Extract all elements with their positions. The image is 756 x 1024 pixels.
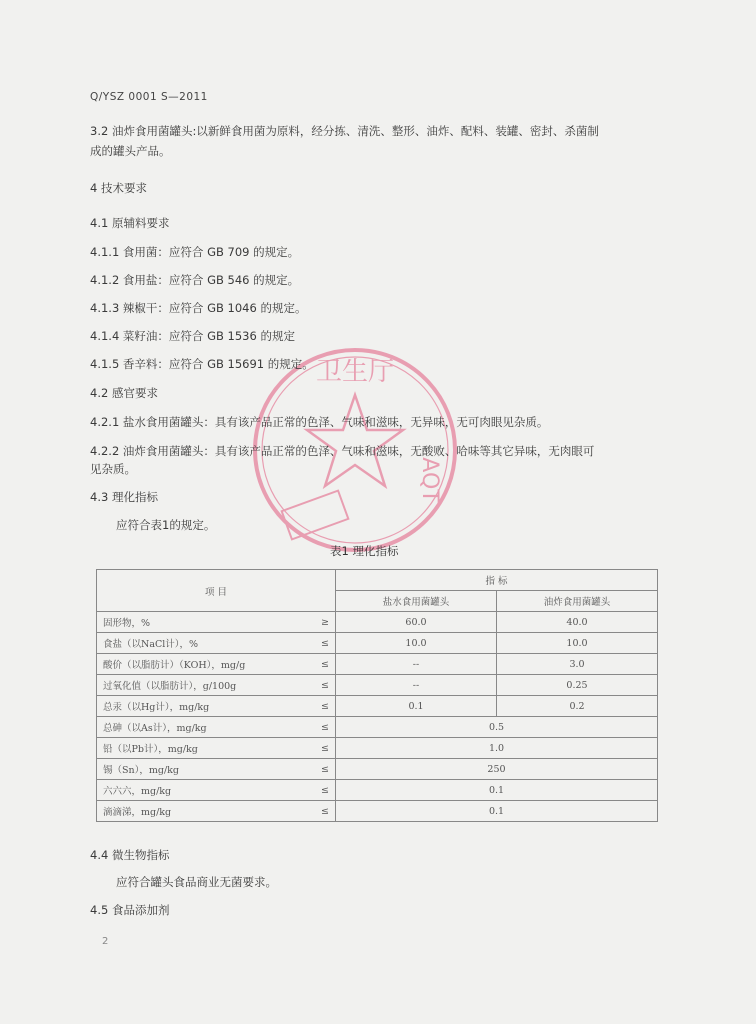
table-caption: 表1 理化指标 xyxy=(330,544,399,558)
seal-text-side: AQT xyxy=(417,457,442,503)
seal-star-icon xyxy=(307,395,403,486)
row-item: 食盐（以NaCl计），% xyxy=(97,633,310,654)
row-item: 固形物，% xyxy=(97,612,310,633)
row-item: 铅（以Pb计），mg/kg xyxy=(97,738,310,759)
clause-4-2-2-line1: 4.2.2 油炸食用菌罐头：具有该产品正常的色泽、气味和滋味，无酸败、哈味等其它异味，无肉眼可 xyxy=(90,444,595,458)
standard-code: Q/YSZ 0001 S—2011 xyxy=(90,91,208,103)
table-row xyxy=(97,696,658,717)
row-fried-value: 40.0 xyxy=(497,612,658,633)
section-4-4-heading: 4.4 微生物指标 xyxy=(90,848,170,862)
physicochemical-table xyxy=(96,569,658,822)
row-fried-value: 3.0 xyxy=(497,654,658,675)
row-relation: ≤ xyxy=(309,675,336,696)
row-relation: ≤ xyxy=(309,759,336,780)
section-4-1-heading: 4.1 原辅料要求 xyxy=(90,216,170,230)
row-relation: ≤ xyxy=(309,738,336,759)
clause-4-2-2-line2: 见杂质。 xyxy=(90,462,136,476)
table-row xyxy=(97,717,658,738)
table-row xyxy=(97,675,658,696)
row-brine-value: 60.0 xyxy=(336,612,497,633)
table-row xyxy=(97,801,658,822)
table-row xyxy=(97,780,658,801)
row-shared-value: 0.1 xyxy=(336,801,658,822)
row-relation: ≤ xyxy=(309,780,336,801)
section-4-3-heading: 4.3 理化指标 xyxy=(90,490,158,504)
row-item: 滴滴涕，mg/kg xyxy=(97,801,310,822)
row-fried-value: 0.25 xyxy=(497,675,658,696)
row-brine-value: 0.1 xyxy=(336,696,497,717)
table-row xyxy=(97,633,658,654)
row-item: 总砷（以As计），mg/kg xyxy=(97,717,310,738)
row-fried-value: 0.2 xyxy=(497,696,658,717)
table-row xyxy=(97,612,658,633)
clause-3-2-line1: 3.2 油炸食用菌罐头:以新鲜食用菌为原料，经分拣、清洗、整形、油炸、配料、装罐、密封、杀菌制 xyxy=(90,124,599,138)
section-4-2-heading: 4.2 感官要求 xyxy=(90,386,158,400)
clause-4-3-text: 应符合表1的规定。 xyxy=(116,518,216,532)
clause-4-1-5: 4.1.5 香辛料：应符合 GB 15691 的规定。 xyxy=(90,357,314,371)
row-item: 锡（Sn），mg/kg xyxy=(97,759,310,780)
row-relation: ≤ xyxy=(309,633,336,654)
section-4-5-heading: 4.5 食品添加剂 xyxy=(90,903,170,917)
table-row xyxy=(97,654,658,675)
row-item: 六六六，mg/kg xyxy=(97,780,310,801)
row-relation: ≥ xyxy=(309,612,336,633)
row-shared-value: 0.1 xyxy=(336,780,658,801)
row-brine-value: -- xyxy=(336,654,497,675)
header-fried-can: 油炸食用菌罐头 xyxy=(497,591,658,612)
clause-4-1-4: 4.1.4 菜籽油：应符合 GB 1536 的规定 xyxy=(90,329,295,343)
row-fried-value: 10.0 xyxy=(497,633,658,654)
row-item: 酸价（以脂肪计）（KOH），mg/g xyxy=(97,654,310,675)
clause-3-2-line2: 成的罐头产品。 xyxy=(90,144,171,158)
clause-4-1-1: 4.1.1 食用菌：应符合 GB 709 的规定。 xyxy=(90,245,300,259)
header-indicator: 指 标 xyxy=(336,570,658,591)
table-header-row xyxy=(97,570,658,591)
clause-4-1-2: 4.1.2 食用盐：应符合 GB 546 的规定。 xyxy=(90,273,300,287)
row-relation: ≤ xyxy=(309,654,336,675)
clause-4-2-1: 4.2.1 盐水食用菌罐头：具有该产品正常的色泽、气味和滋味，无异味，无可肉眼见杂质。 xyxy=(90,415,549,429)
row-shared-value: 250 xyxy=(336,759,658,780)
row-relation: ≤ xyxy=(309,801,336,822)
row-shared-value: 1.0 xyxy=(336,738,658,759)
clause-4-1-3: 4.1.3 辣椒干：应符合 GB 1046 的规定。 xyxy=(90,301,307,315)
seal-text-top: 卫生厅 xyxy=(315,357,395,387)
page-number: 2 xyxy=(102,936,109,947)
row-relation: ≤ xyxy=(309,696,336,717)
table-row xyxy=(97,738,658,759)
row-item: 过氧化值（以脂肪计），g/100g xyxy=(97,675,310,696)
row-brine-value: 10.0 xyxy=(336,633,497,654)
table-row xyxy=(97,759,658,780)
section-4-heading: 4 技术要求 xyxy=(90,181,147,195)
row-brine-value: -- xyxy=(336,675,497,696)
clause-4-4-text: 应符合罐头食品商业无菌要求。 xyxy=(116,875,277,889)
header-brine-can: 盐水食用菌罐头 xyxy=(336,591,497,612)
row-shared-value: 0.5 xyxy=(336,717,658,738)
row-relation: ≤ xyxy=(309,717,336,738)
row-item: 总汞（以Hg计），mg/kg xyxy=(97,696,310,717)
header-item: 项 目 xyxy=(97,570,336,612)
